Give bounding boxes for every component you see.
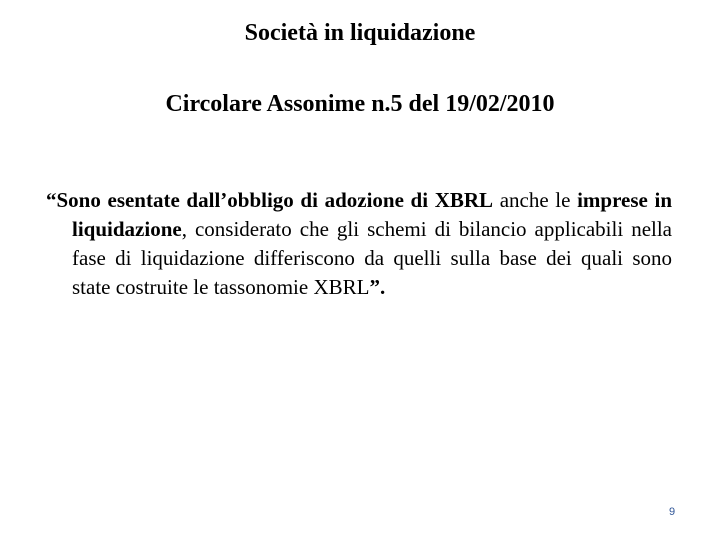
quote-bold-liquidation: imprese in liquidazione bbox=[72, 188, 673, 241]
slide-title: Società in liquidazione bbox=[244, 20, 476, 46]
quote-paragraph bbox=[46, 186, 672, 302]
quote-text: anche le bbox=[493, 188, 578, 212]
page-number: 9 bbox=[668, 506, 676, 518]
quote-text-continued: , considerato che gli schemi di bilancio applicabili nella fase di liquidazione differiscono da quelli sulla base dei quali sono state costruite le tassonomie XBRL bbox=[72, 217, 672, 299]
slide-subtitle: Circolare Assonime n.5 del 19/02/2010 bbox=[165, 91, 555, 117]
quote-bold-opening: “Sono esentate dall’obbligo di adozione di XBRL bbox=[46, 188, 494, 212]
quote-closing: ”. bbox=[369, 275, 386, 299]
